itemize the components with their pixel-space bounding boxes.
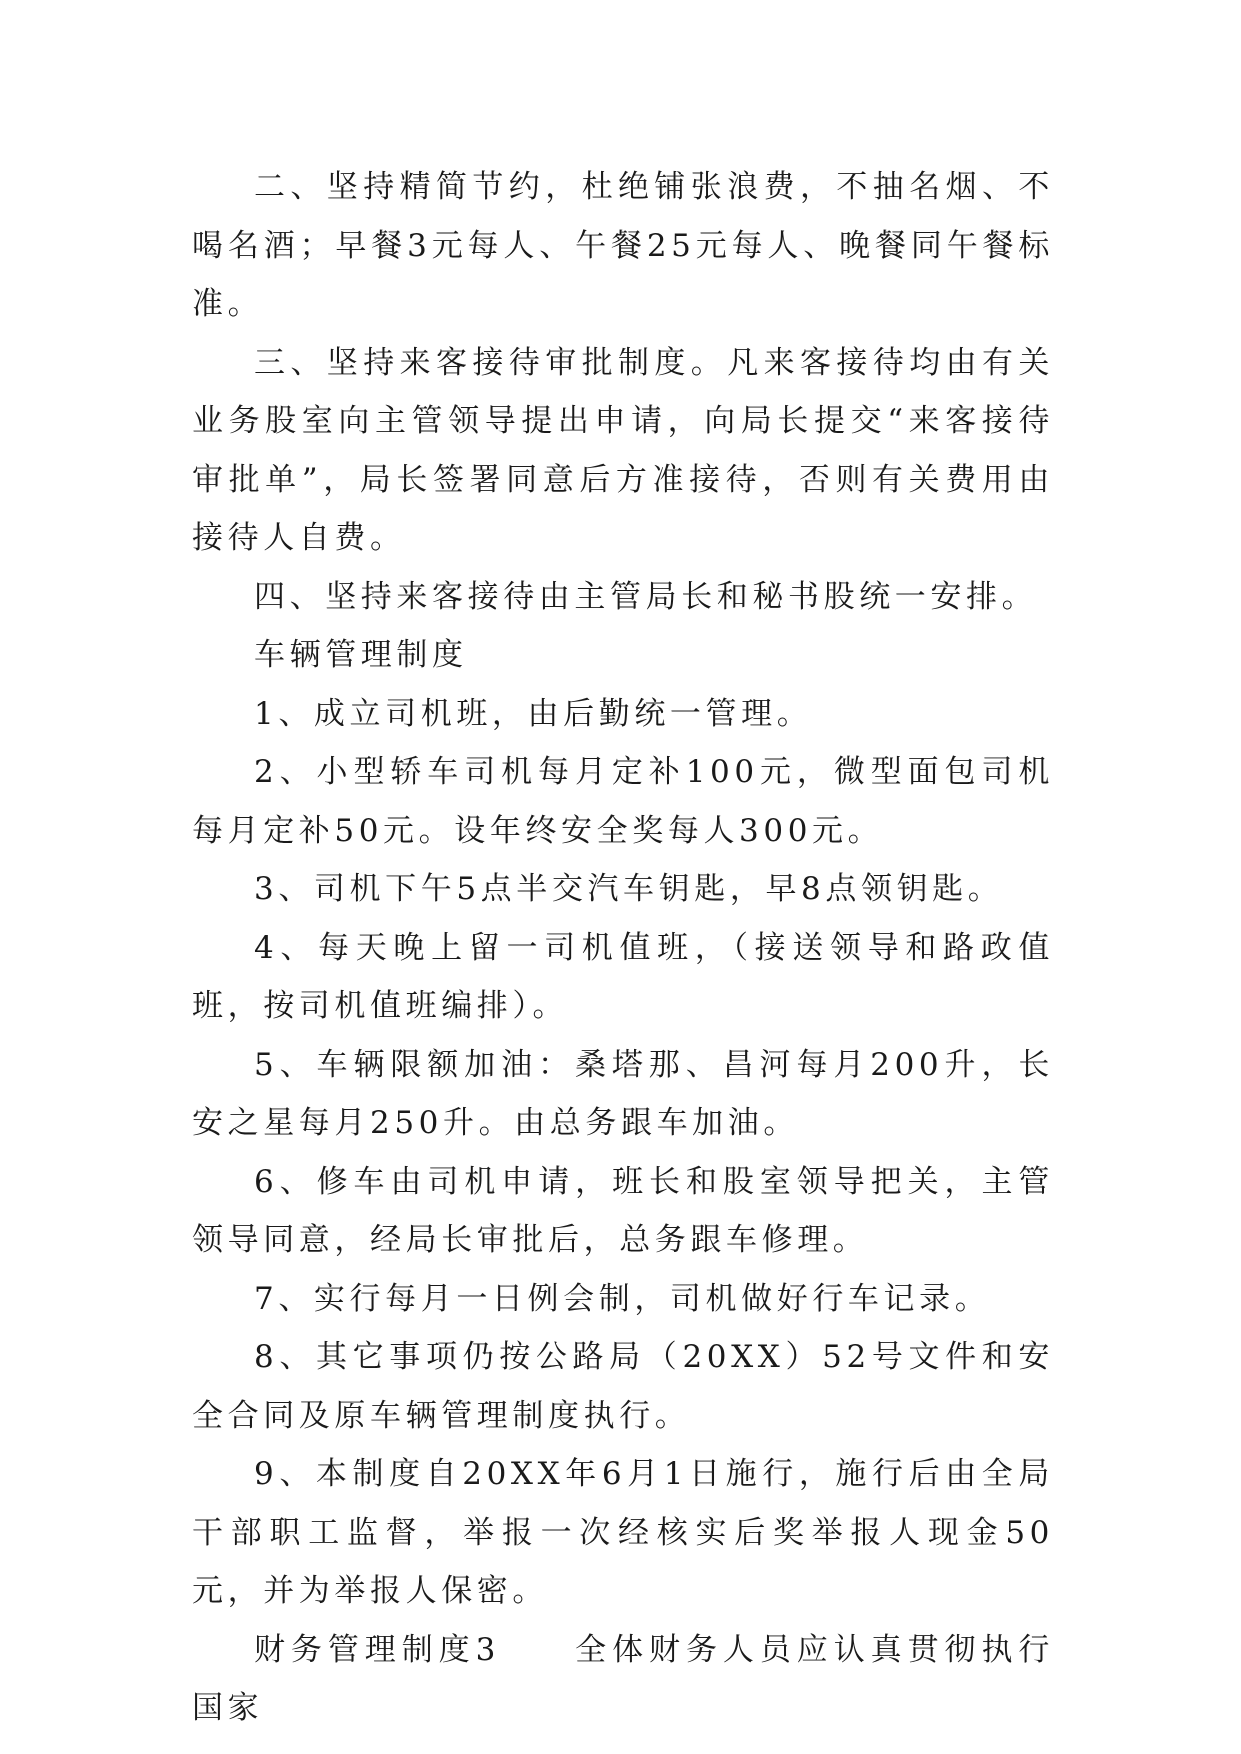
paragraph-vehicle-item-6: 6、修车由司机申请，班长和股室领导把关，主管领导同意，经局长审批后，总务跟车修理。 <box>192 1163 1054 1258</box>
paragraph-vehicle-item-2: 2、小型轿车司机每月定补100元，微型面包司机每月定补50元。设年终安全奖每人300元。 <box>192 754 1054 849</box>
document-body <box>192 158 1054 1738</box>
paragraph-vehicle-item-9: 9、本制度自20XX年6月1日施行，施行后由全局干部职工监督，举报一次经核实后奖举报人现金50元，并为举报人保密。 <box>192 1456 1054 1609</box>
paragraph-reception-arrangement: 四、坚持来客接待由主管局长和秘书股统一安排。 <box>254 578 1038 615</box>
paragraph-vehicle-item-1: 1、成立司机班，由后勤统一管理。 <box>254 695 813 732</box>
section-heading-vehicle-management: 车辆管理制度 <box>254 637 468 673</box>
paragraph-reception-frugality: 二、坚持精简节约，杜绝铺张浪费，不抽名烟、不喝名酒；早餐3元每人、午餐25元每人、晚餐同午餐标准。 <box>192 169 1054 322</box>
paragraph-vehicle-item-7: 7、实行每月一日例会制，司机做好行车记录。 <box>254 1280 991 1317</box>
section-heading-finance-management: 财务管理制度3 全体财务人员应认真贯彻执行国家 <box>192 1631 1054 1726</box>
paragraph-vehicle-item-8: 8、其它事项仍按公路局（20XX）52号文件和安全合同及原车辆管理制度执行。 <box>192 1339 1054 1434</box>
paragraph-vehicle-item-3: 3、司机下午5点半交汽车钥匙，早8点领钥匙。 <box>254 871 1004 907</box>
paragraph-vehicle-item-5: 5、车辆限额加油：桑塔那、昌河每月200升，长安之星每月250升。由总务跟车加油。 <box>192 1046 1054 1141</box>
paragraph-vehicle-item-4: 4、每天晚上留一司机值班，（接送领导和路政值班，按司机值班编排）。 <box>192 929 1054 1024</box>
paragraph-reception-approval: 三、坚持来客接待审批制度。凡来客接待均由有关业务股室向主管领导提出申请，向局长提交“来客接待审批单”，局长签署同意后方准接待，否则有关费用由接待人自费。 <box>192 344 1054 556</box>
